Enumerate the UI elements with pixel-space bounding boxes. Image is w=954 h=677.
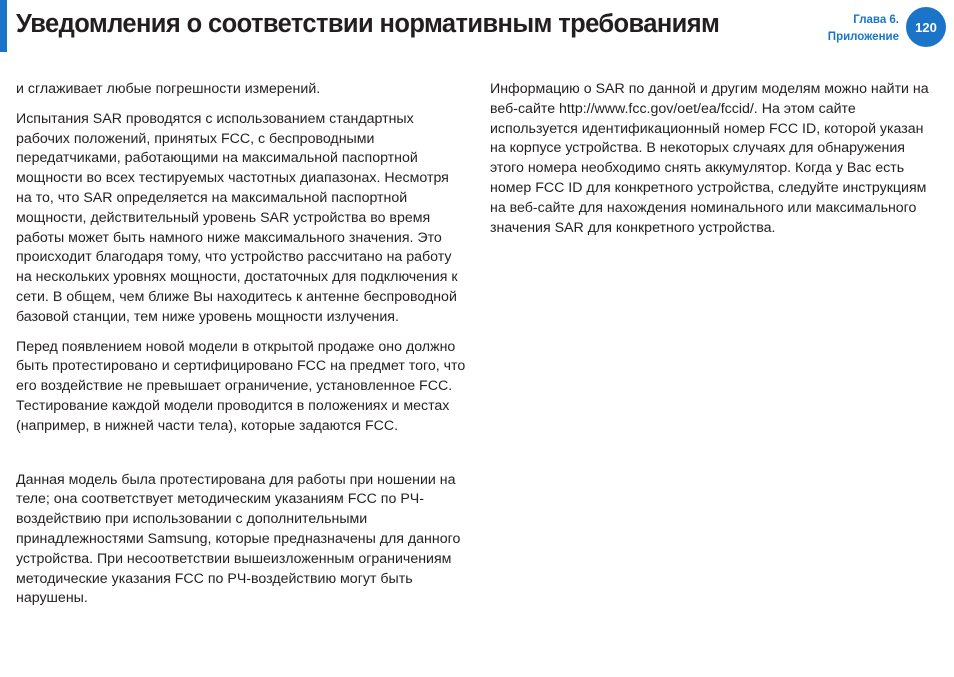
- paragraph: Перед появлением новой модели в открытой продаже оно должно быть протестировано и сертифицировано FCC на предмет того, что его воздействие не превышает ограничение, установленное FCC. Тестирование каждой модели проводится в положениях и местах (например, в нижней части тела), которые задаются FCC.: [16, 338, 466, 434]
- left-text-column: [16, 80, 468, 619]
- page-number-badge: 120: [906, 7, 946, 47]
- chapter-name: Приложение: [827, 31, 899, 43]
- paragraph: Испытания SAR проводятся с использованием стандартных рабочих положений, принятых FCC, с беспроводными передатчиками, работающими на максимальной паспортной мощности во всех тестируемых частотных диапазонах. Несмотря на то, что SAR определяется на максимальной паспортной мощности, действительный уровень SAR устройства во время работы может быть намного ниже максимального значения. Это происходит благодаря тому, что устройство рассчитано на работу на нескольких уровнях мощности, достаточных для подключения к сети. В общем, чем ближе Вы находитесь к антенне беспроводной базовой станции, тем ниже уровень мощности излучения.: [16, 110, 458, 325]
- paragraph: и сглаживает любые погрешности измерений.: [16, 81, 321, 97]
- paragraph: Данная модель была протестирована для работы при ношении на теле; она соответствует методическим указаниям FCC по РЧ-воздействию при использовании с дополнительными принадлежностями Samsung, которые предназначены для данного устройства. При несоответствии вышеизложенным ограничениям методические указания FCC по РЧ-воздействию могут быть нарушены.: [16, 471, 461, 607]
- paragraph: Информацию о SAR по данной и другим моделям можно найти на веб-сайте http://www.fcc.gov/oet/ea/fccid/. На этом сайте используется идентификационный номер FCC ID, которой указан на корпусе устройства. В некоторых случаях для обнаружения этого номера необходимо снять аккумулятор. Когда у Вас есть номер FCC ID для конкретного устройства, следуйте инструкциям на веб-сайте для нахождения номинального или максимального значения SAR для конкретного устройства.: [490, 81, 929, 236]
- header-accent-bar: [0, 0, 7, 52]
- page-title: Уведомления о соответствии нормативным требованиям: [16, 10, 720, 38]
- chapter-label: [828, 12, 899, 46]
- chapter-number: Глава 6.: [853, 14, 899, 26]
- right-text-column: [490, 80, 942, 248]
